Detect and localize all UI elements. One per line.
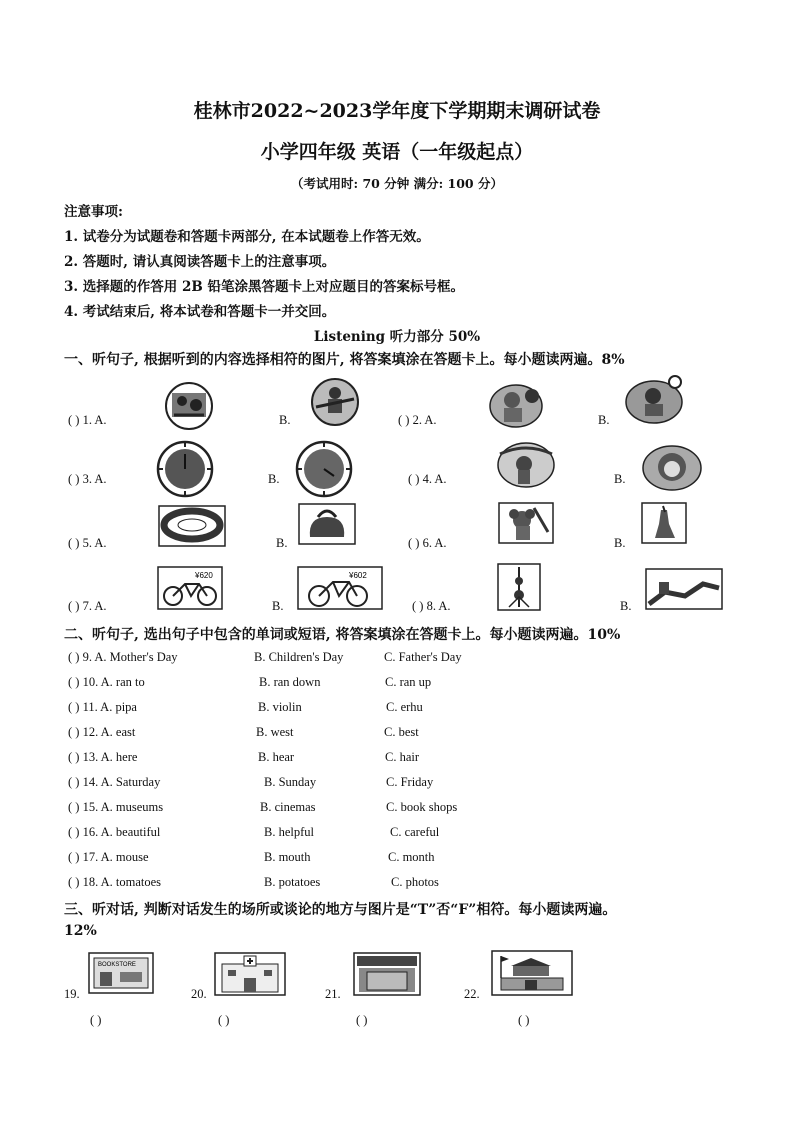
question-5: ( ) 5. A.	[68, 536, 107, 550]
question-9: ( ) 9. A. Mother's Day	[68, 650, 178, 664]
option-b: B. mouth	[264, 850, 311, 864]
exam-subtitle: 小学四年级 英语（一年级起点）	[260, 141, 534, 163]
option-b-label: B.	[614, 536, 626, 550]
option-b: B. Sunday	[264, 775, 317, 789]
question-11: ( ) 11. A. pipa	[68, 700, 137, 714]
option-b-label: B.	[276, 536, 288, 550]
bicycle-picture	[157, 566, 223, 610]
great-wall-picture	[645, 568, 723, 610]
note-item: 3. 选择题的作答用 2B 铅笔涂黑答题卡上对应题目的答案标号框。	[64, 279, 464, 295]
question-3: ( ) 3. A.	[68, 472, 107, 486]
option-c: C. best	[384, 725, 419, 739]
shop-building-picture	[353, 952, 421, 996]
option-b: B. hear	[258, 750, 295, 764]
question-4: ( ) 4. A.	[408, 472, 447, 486]
question-14: ( ) 14. A. Saturday	[68, 775, 161, 789]
question-16: ( ) 16. A. beautiful	[68, 825, 161, 839]
bookstore-picture	[88, 952, 154, 994]
kangaroo-picture	[641, 502, 687, 544]
answer-blank-22[interactable]: ( )	[518, 1013, 530, 1027]
answer-blank-21[interactable]: ( )	[356, 1013, 368, 1027]
monkey-tree-picture	[496, 440, 556, 490]
exam-info: （考试用时: 70 分钟 满分: 100 分）	[291, 176, 503, 191]
note-item: 2. 答题时, 请认真阅读答题卡上的注意事项。	[64, 254, 336, 270]
option-b: B. violin	[258, 700, 302, 714]
hospital-picture	[214, 952, 286, 996]
option-b: B. potatoes	[264, 875, 321, 889]
bookstore-sign: BOOKSTORE	[98, 962, 136, 968]
price-tag: ¥620	[195, 571, 213, 580]
option-b-label: B.	[614, 472, 626, 486]
bicycle-picture	[297, 566, 383, 610]
question-22: 22.	[464, 987, 480, 1001]
tiananmen-picture	[491, 950, 573, 996]
option-b: B. west	[256, 725, 294, 739]
question-20: 20.	[191, 987, 207, 1001]
option-b: B. cinemas	[260, 800, 316, 814]
option-c: C. ran up	[385, 675, 432, 689]
question-1: ( ) 1. A.	[68, 413, 107, 427]
option-c: C. careful	[390, 825, 440, 839]
option-b-label: B.	[268, 472, 280, 486]
option-b: B. Children's Day	[254, 650, 344, 664]
notes-heading: 注意事项:	[64, 204, 123, 220]
question-7: ( ) 7. A.	[68, 599, 107, 613]
playing-ball-picture	[306, 377, 364, 427]
question-2: ( ) 2. A.	[398, 413, 437, 427]
clock-picture	[155, 440, 215, 498]
question-8: ( ) 8. A.	[412, 599, 451, 613]
option-b: B. helpful	[264, 825, 314, 839]
question-6: ( ) 6. A.	[408, 536, 447, 550]
option-b-label: B.	[598, 413, 610, 427]
question-15: ( ) 15. A. museums	[68, 800, 164, 814]
koala-picture	[498, 502, 554, 544]
answer-blank-20[interactable]: ( )	[218, 1013, 230, 1027]
answer-blank-19[interactable]: ( )	[90, 1013, 102, 1027]
option-c: C. hair	[385, 750, 420, 764]
option-c: C. month	[388, 850, 435, 864]
option-c: C. book shops	[386, 800, 458, 814]
option-c: C. erhu	[386, 700, 423, 714]
boy-football-picture	[623, 374, 685, 426]
clock-picture	[294, 440, 354, 498]
listening-heading: Listening 听力部分 50%	[313, 329, 481, 345]
girl-basketball-picture	[486, 380, 546, 430]
question-17: ( ) 17. A. mouse	[68, 850, 149, 864]
exam-title: 桂林市2022~2023学年度下学期期末调研试卷	[193, 100, 601, 122]
playing-chess-picture	[160, 381, 218, 431]
part3-heading: 三、听对话, 判断对话发生的场所或谈论的地方与图片是“T”否“F”相符。每小题读两遍。	[64, 902, 617, 918]
question-18: ( ) 18. A. tomatoes	[68, 875, 162, 889]
question-19: 19.	[64, 987, 80, 1001]
question-21: 21.	[325, 987, 341, 1001]
option-c: C. photos	[391, 875, 439, 889]
price-tag: ¥602	[349, 571, 367, 580]
note-item: 4. 考试结束后, 将本试卷和答题卡一并交回。	[64, 304, 336, 320]
girl-face-picture	[641, 443, 703, 493]
note-item: 1. 试卷分为试题卷和答题卡两部分, 在本试题卷上作答无效。	[64, 229, 430, 245]
option-b-label: B.	[620, 599, 632, 613]
part1-heading: 一、听句子, 根据听到的内容选择相符的图片, 将答案填涂在答题卡上。每小题读两遍。8%	[64, 352, 625, 368]
question-10: ( ) 10. A. ran to	[68, 675, 145, 689]
option-c: C. Father's Day	[384, 650, 462, 664]
question-13: ( ) 13. A. here	[68, 750, 138, 764]
part3-score: 12%	[64, 923, 97, 939]
tv-tower-picture	[497, 563, 541, 611]
bag-picture	[298, 503, 356, 545]
question-12: ( ) 12. A. east	[68, 725, 136, 739]
option-b-label: B.	[279, 413, 291, 427]
option-b-label: B.	[272, 599, 284, 613]
option-b: B. ran down	[259, 675, 321, 689]
option-c: C. Friday	[386, 775, 434, 789]
part2-heading: 二、听句子, 选出句子中包含的单词或短语, 将答案填涂在答题卡上。每小题读两遍。10%	[64, 627, 621, 643]
swim-ring-picture	[158, 505, 226, 547]
